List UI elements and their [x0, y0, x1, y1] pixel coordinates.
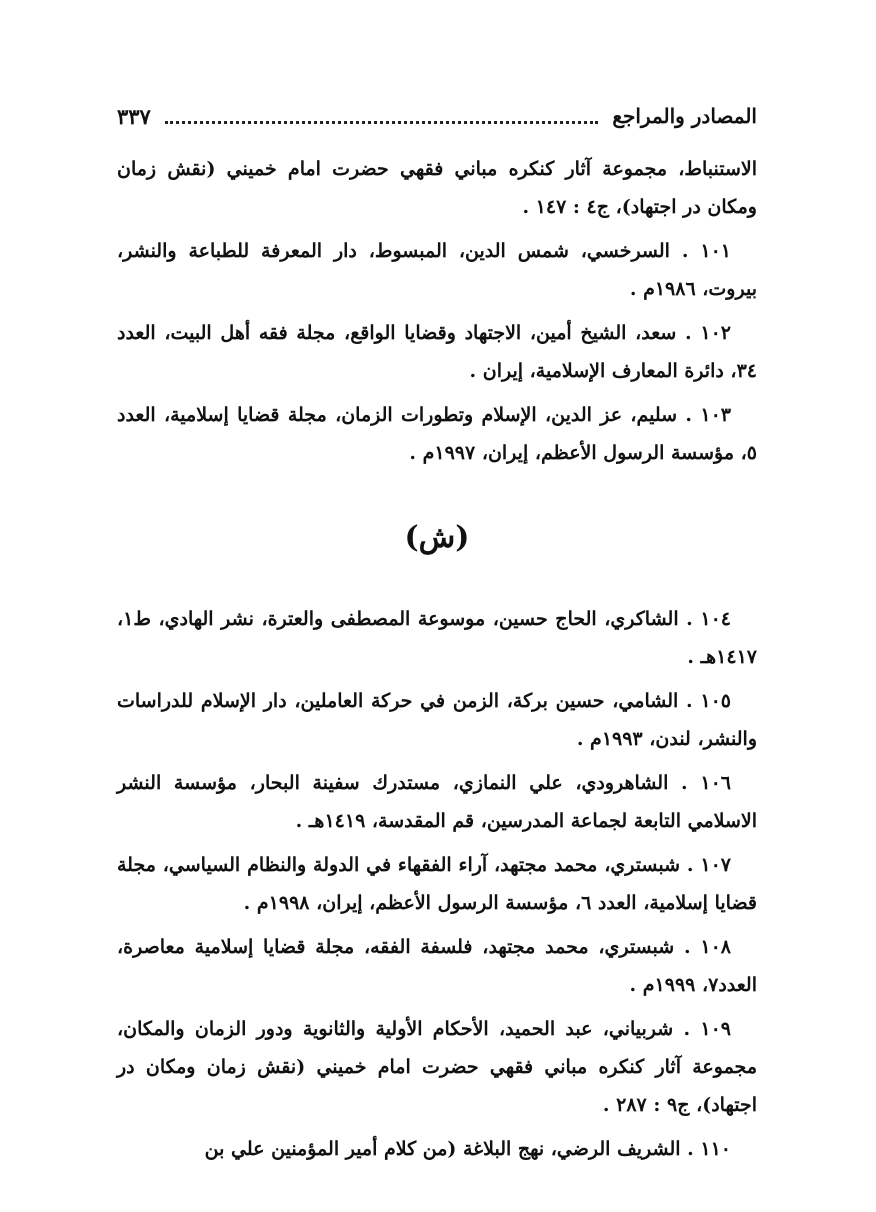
- bibliography-entry-104: ١٠٤ . الشاكري، الحاج حسين، موسوعة المصطفى والعترة، نشر الهادي، ط١، ١٤١٧هـ .: [117, 608, 757, 668]
- bibliography-entry-101: ١٠١ . السرخسي، شمس الدين، المبسوط، دار المعرفة للطباعة والنشر، بيروت، ١٩٨٦م .: [117, 240, 757, 300]
- bibliography-entry-108: ١٠٨ . شبستري، محمد مجتهد، فلسفة الفقه، مجلة قضايا إسلامية معاصرة، العدد٧، ١٩٩٩م .: [117, 936, 757, 996]
- bibliography-entry-continued: الاستنباط، مجموعة آثار كنكره مباني فقهي حضرت امام خميني (نقش زمان ومكان در اجتهاد)، ج٤ : ١٤٧ .: [117, 158, 757, 218]
- bibliography-entry-105: ١٠٥ . الشامي، حسين بركة، الزمن في حركة العاملين، دار الإسلام للدراسات والنشر، لندن، ١٩٩٣م .: [117, 690, 757, 750]
- bibliography-entry-102: ١٠٢ . سعد، الشيخ أمين، الاجتهاد وقضايا الواقع، مجلة فقه أهل البيت، العدد ٣٤، دائرة المعارف الإسلامية، إيران .: [117, 322, 757, 382]
- bibliography-entry-103: ١٠٣ . سليم، عز الدين، الإسلام وتطورات الزمان، مجلة قضايا إسلامية، العدد ٥، مؤسسة الرسول الأعظم، إيران، ١٩٩٧م .: [117, 404, 757, 464]
- running-header: [117, 96, 757, 136]
- bibliography-entry-107: ١٠٧ . شبستري، محمد مجتهد، آراء الفقهاء في الدولة والنظام السياسي، مجلة قضايا إسلامية، العدد ٦، مؤسسة الرسول الأعظم، إيران، ١٩٩٨م .: [117, 854, 757, 914]
- header-dot-leader: [165, 121, 599, 124]
- bibliography-entry-106: ١٠٦ . الشاهرودي، علي النمازي، مستدرك سفينة البحار، مؤسسة النشر الاسلامي التابعة لجماعة المدرسين، قم المقدسة، ١٤١٩هـ .: [117, 772, 757, 832]
- header-title: المصادر والمراجع: [612, 104, 757, 128]
- section-heading-sheen: (ش): [404, 520, 470, 555]
- bibliography-list: [117, 150, 757, 1174]
- page-number: ٣٣٧: [117, 103, 151, 129]
- bibliography-entry-109: ١٠٩ . شربياني، عبد الحميد، الأحكام الأولية والثانوية ودور الزمان والمكان، مجموعة آثار كنكره مباني فقهي حضرت امام خميني (نقش زمان ومكان در اجتهاد)، ج٩ : ٢٨٧ .: [117, 1018, 757, 1116]
- bibliography-entry-110: ١١٠ . الشريف الرضي، نهج البلاغة (من كلام أمير المؤمنين علي بن: [204, 1138, 731, 1160]
